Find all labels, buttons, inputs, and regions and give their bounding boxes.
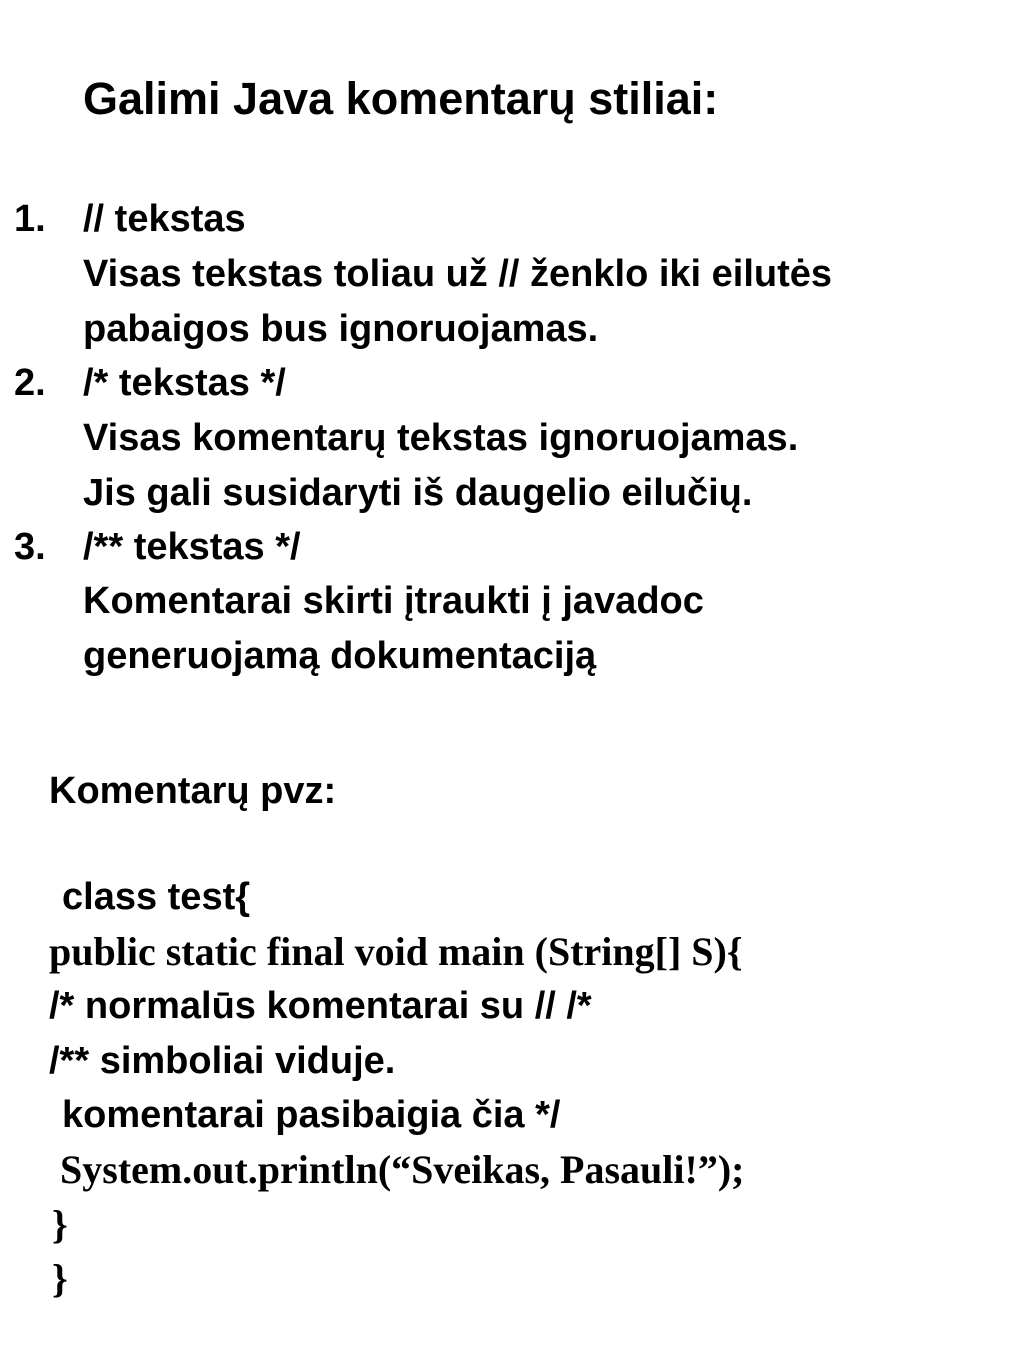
list-item-line: Visas komentarų tekstas ignoruojamas. xyxy=(83,417,799,459)
code-line: /** simboliai viduje. xyxy=(49,1040,396,1082)
list-item-line: /* tekstas */ xyxy=(83,362,286,404)
list-item-line: /** tekstas */ xyxy=(83,526,301,568)
list-item-line: generuojamą dokumentaciją xyxy=(83,635,597,677)
list-item-number: 1. xyxy=(14,198,46,240)
page-title: Galimi Java komentarų stiliai: xyxy=(83,73,719,124)
code-line: } xyxy=(52,1256,68,1301)
code-line: class test{ xyxy=(62,876,251,918)
list-item-number: 3. xyxy=(14,526,46,568)
code-line: public static final void main (String[] S){ xyxy=(49,929,743,974)
code-line: /* normalūs komentarai su // /* xyxy=(49,985,592,1027)
list-item-line: Komentarai skirti įtraukti į javadoc xyxy=(83,580,704,622)
example-heading: Komentarų pvz: xyxy=(49,770,337,812)
list-item-line: Jis gali susidaryti iš daugelio eilučių. xyxy=(83,472,753,514)
list-item-number: 2. xyxy=(14,362,46,404)
code-line: System.out.println(“Sveikas, Pasauli!”); xyxy=(60,1147,745,1192)
list-item-line: // tekstas xyxy=(83,198,246,240)
list-item-line: pabaigos bus ignoruojamas. xyxy=(83,308,599,350)
list-item-line: Visas tekstas toliau už // ženklo iki eilutės xyxy=(83,253,833,295)
code-line: } xyxy=(52,1202,68,1247)
code-line: komentarai pasibaigia čia */ xyxy=(62,1094,561,1136)
